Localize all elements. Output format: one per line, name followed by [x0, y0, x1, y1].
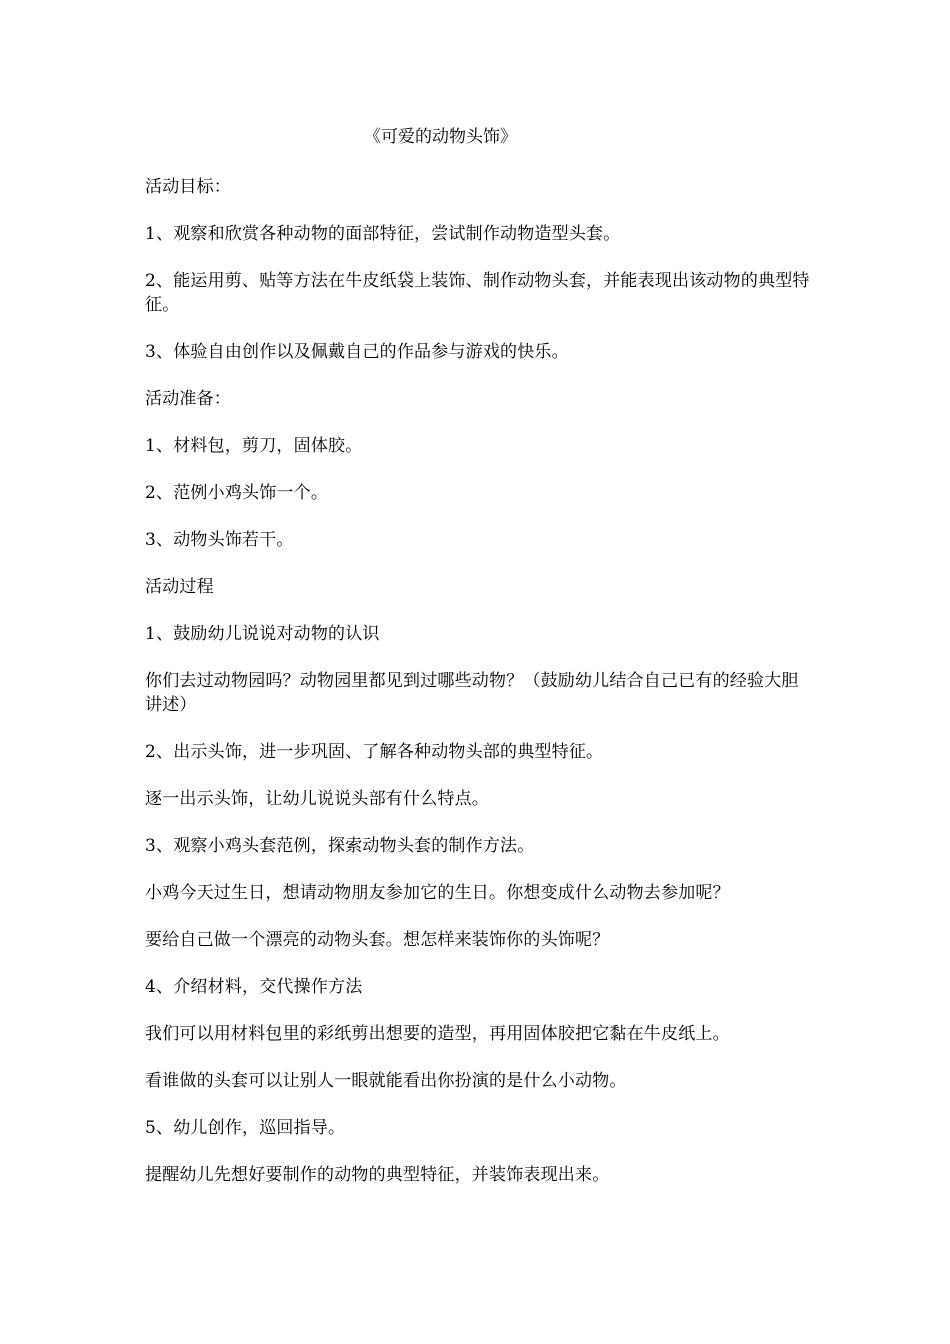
process-step-2-detail: 逐一出示头饰，让幼儿说说头部有什么特点。 — [145, 789, 489, 809]
process-step-4: 4、介绍材料，交代操作方法 — [145, 977, 363, 997]
goal-item-1: 1、观察和欣赏各种动物的面部特征，尝试制作动物造型头套。 — [145, 224, 621, 244]
section-heading-process: 活动过程 — [145, 577, 214, 597]
process-step-5-detail: 提醒幼儿先想好要制作的动物的典型特征，并装饰表现出来。 — [145, 1165, 610, 1185]
process-step-3-detail-b: 要给自己做一个漂亮的动物头套。想怎样来装饰你的头饰呢？ — [145, 930, 610, 950]
section-heading-goals: 活动目标： — [145, 177, 231, 197]
process-step-1-detail: 你们去过动物园吗？动物园里都见到过哪些动物？（鼓励幼儿结合自己已有的经验大胆讲述） — [145, 671, 799, 715]
preparation-item-1: 1、材料包，剪刀，固体胶。 — [145, 436, 363, 456]
document-body — [145, 125, 815, 1210]
document-title: 《可爱的动物头饰》 — [364, 127, 517, 147]
preparation-item-2: 2、范例小鸡头饰一个。 — [145, 483, 329, 503]
process-step-4-detail-b: 看谁做的头套可以让别人一眼就能看出你扮演的是什么小动物。 — [145, 1071, 627, 1091]
process-step-2: 2、出示头饰，进一步巩固、了解各种动物头部的典型特征。 — [145, 742, 604, 762]
goal-item-3: 3、体验自由创作以及佩戴自己的作品参与游戏的快乐。 — [145, 342, 569, 362]
process-step-5: 5、幼儿创作，巡回指导。 — [145, 1118, 346, 1138]
process-step-1: 1、鼓励幼儿说说对动物的认识 — [145, 624, 380, 644]
process-step-3-detail-a: 小鸡今天过生日，想请动物朋友参加它的生日。你想变成什么动物去参加呢？ — [145, 883, 730, 903]
section-heading-preparation: 活动准备： — [145, 389, 231, 409]
process-step-3: 3、观察小鸡头套范例，探索动物头套的制作方法。 — [145, 836, 535, 856]
process-step-4-detail-a: 我们可以用材料包里的彩纸剪出想要的造型，再用固体胶把它黏在牛皮纸上。 — [145, 1024, 730, 1044]
goal-item-2: 2、能运用剪、贴等方法在牛皮纸袋上装饰、制作动物头套，并能表现出该动物的典型特征。 — [145, 271, 810, 315]
preparation-item-3: 3、动物头饰若干。 — [145, 530, 294, 550]
